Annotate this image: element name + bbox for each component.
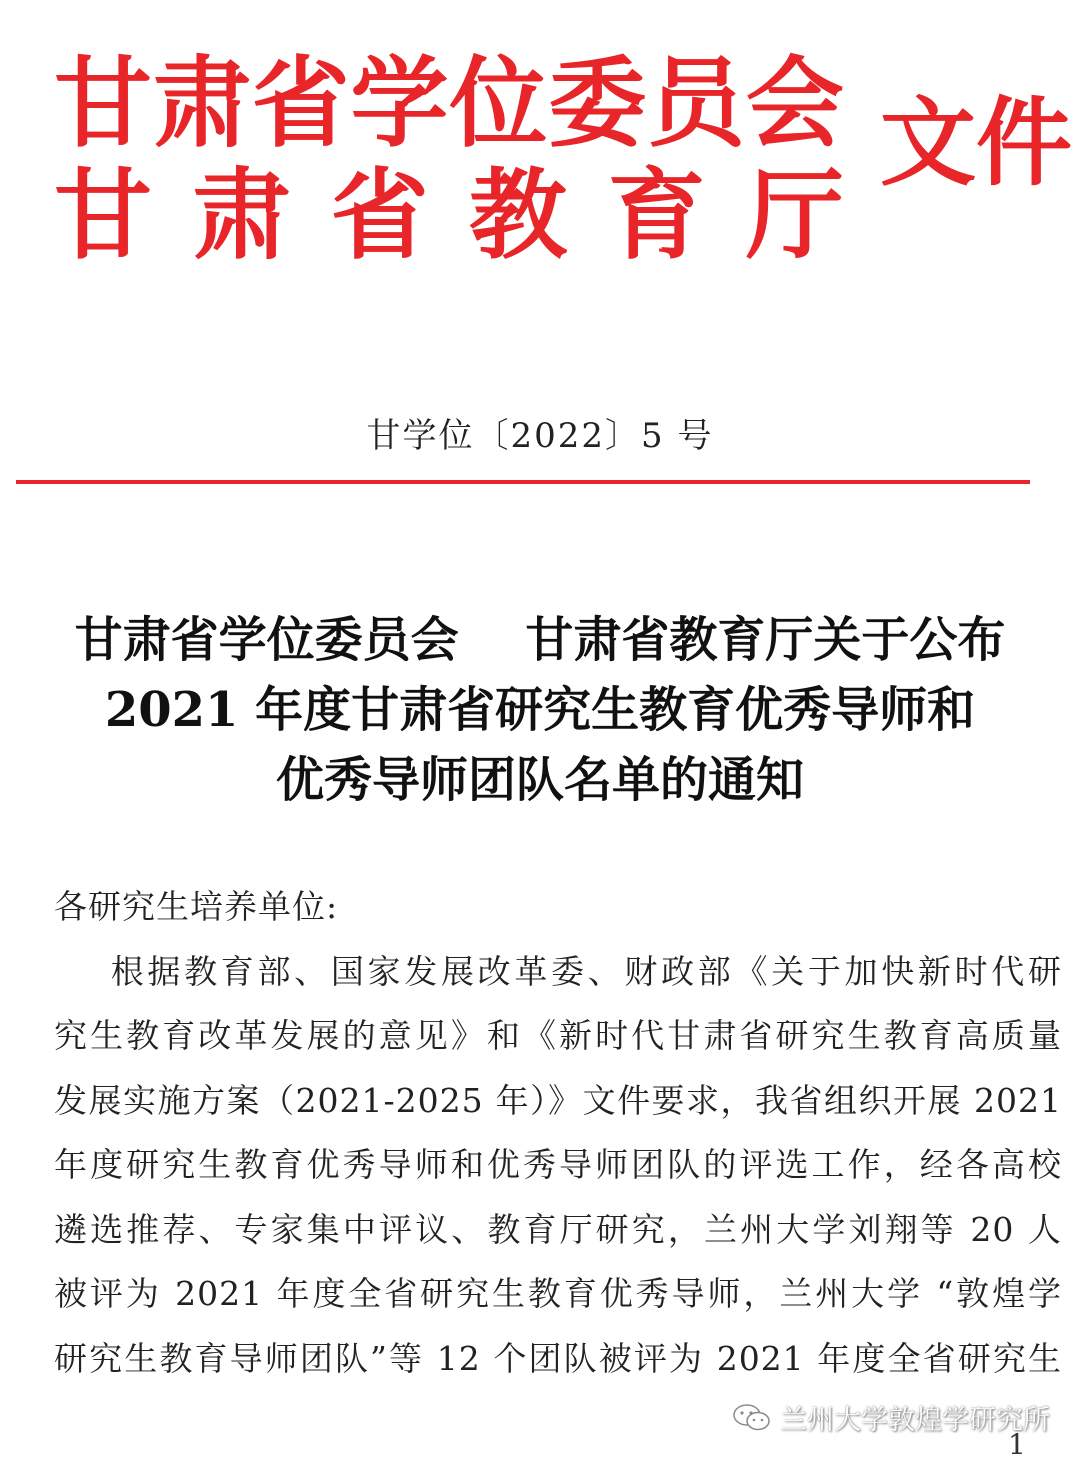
issuer-char: 厅 — [745, 158, 844, 273]
issuer-char: 员 — [647, 46, 746, 161]
document-suffix: 文件 — [880, 86, 1072, 199]
issuer-char: 教 — [469, 158, 568, 273]
body-line: 被评为 2021 年度全省研究生教育优秀导师，兰州大学 “敦煌学 — [54, 1274, 1062, 1313]
issuer-line-1 — [54, 48, 844, 160]
issuer-char: 会 — [745, 46, 844, 161]
title-line-2: 2021 年度甘肃省研究生教育优秀导师和 — [104, 682, 976, 738]
issuer-char: 甘 — [54, 46, 153, 161]
body-line: 究生教育改革发展的意见》和《新时代甘肃省研究生教育高质量 — [54, 1016, 1062, 1055]
red-divider — [16, 480, 1030, 484]
issuer-char: 委 — [548, 46, 647, 161]
wechat-icon — [732, 1403, 772, 1433]
watermark — [732, 1398, 1050, 1437]
issuer-char: 省 — [330, 158, 429, 273]
issuer-char: 位 — [449, 46, 548, 161]
watermark-text: 兰州大学敦煌学研究所 — [780, 1405, 1050, 1436]
salutation: 各研究生培养单位: — [54, 887, 339, 926]
page-number: 1 — [1008, 1428, 1026, 1461]
body-line: 年度研究生教育优秀导师和优秀导师团队的评选工作，经各高校 — [54, 1145, 1062, 1184]
issuer-char: 肃 — [192, 158, 291, 273]
body-line: 遴选推荐、专家集中评议、教育厅研究，兰州大学刘翔等 20 人 — [54, 1209, 1062, 1249]
title-line-3: 优秀导师团队名单的通知 — [275, 752, 804, 808]
issuer-char: 甘 — [54, 158, 153, 273]
issuer-block — [54, 48, 854, 272]
issuer-line-2 — [54, 160, 844, 272]
document-title — [0, 605, 1080, 815]
body-line: 根据教育部、国家发展改革委、财政部《关于加快新时代研 — [54, 951, 1062, 991]
body-line: 研究生教育导师团队”等 12 个团队被评为 2021 年度全省研究生 — [54, 1338, 1062, 1378]
issuer-char: 肃 — [152, 46, 251, 161]
body-line: 发展实施方案（2021-2025 年）》文件要求，我省组织开展 2021 — [54, 1080, 1062, 1120]
title-line-1: 甘肃省学位委员会 甘肃省教育厅关于公布 — [74, 612, 1006, 668]
issuer-char: 学 — [350, 46, 449, 161]
issuer-char: 省 — [251, 46, 350, 161]
issuer-char: 育 — [607, 158, 706, 273]
document-number: 甘学位〔2022〕5 号 — [366, 416, 714, 456]
document-body — [54, 875, 1062, 1391]
